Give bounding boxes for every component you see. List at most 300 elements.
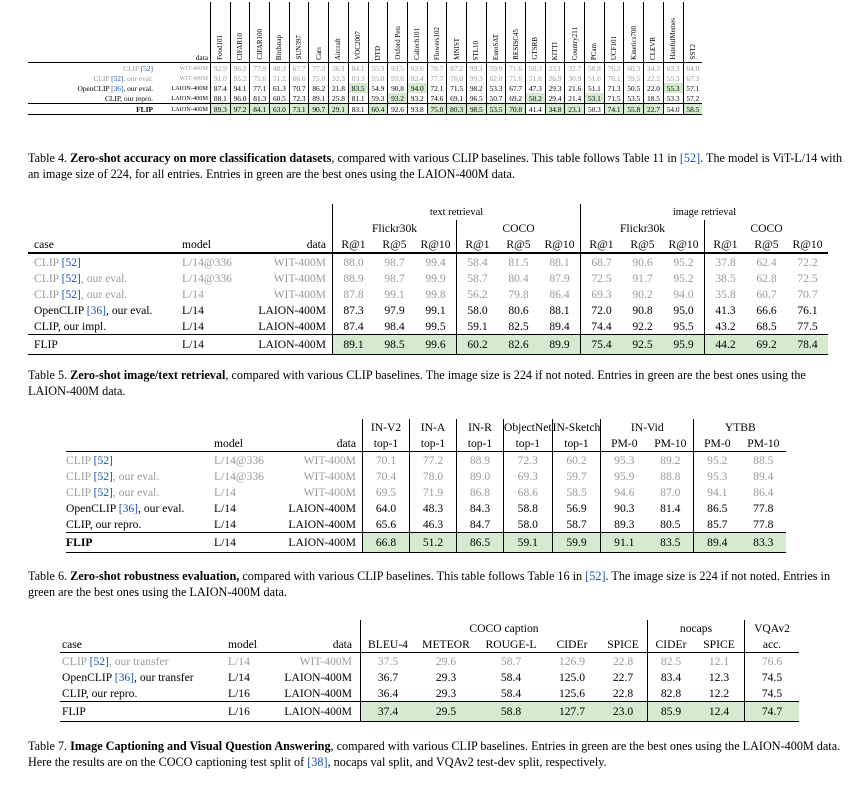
table-cell: 22.0 — [644, 83, 664, 93]
table-cell: 59.5 — [624, 73, 644, 83]
t6-metric-header: top-1 — [457, 435, 504, 452]
t7-metric-header: METEOR — [415, 636, 477, 653]
table-cell: 76.1 — [797, 303, 818, 317]
t7-group-coco: COCO caption — [361, 620, 648, 636]
table-cell: 50.3 — [585, 104, 605, 115]
table-cell: 78.0 — [410, 468, 457, 484]
table-cell: 76.1 — [604, 73, 624, 83]
table-row — [60, 653, 799, 670]
table-cell: 55.8 — [624, 104, 644, 115]
row-case: CLIP [52], our eval. — [34, 271, 128, 285]
row-model: L/14 — [214, 533, 284, 553]
table-cell: 95.9 — [601, 468, 648, 484]
table-cell: 37.5 — [361, 653, 416, 670]
table-cell: 51.1 — [585, 83, 605, 93]
table-5-caption: Table 5. Zero-shot image/text retrieval, compared with various CLIP baselines. The image size is 224 if not noted. Entries in green are the best ones using the LAION-400M data. — [28, 368, 806, 398]
table-cell: 71.5 — [604, 93, 624, 104]
table-cell: 57.2 — [683, 93, 702, 104]
table-cell: 82.6 — [498, 335, 539, 355]
table-row — [28, 63, 702, 74]
t6-metric-header: top-1 — [504, 435, 553, 452]
table-cell: 72.2 — [797, 255, 818, 269]
table-cell: 89.4 — [549, 319, 570, 333]
citation-link[interactable]: [38] — [307, 755, 328, 769]
t4-col-label: Caltech101 — [413, 28, 422, 60]
table-cell: 97.2 — [230, 104, 250, 115]
table-cell: 98.7 — [384, 271, 405, 285]
table-cell: 72.0 — [581, 302, 623, 318]
table-cell: 90.7 — [309, 104, 329, 115]
t4-col-label: DTD — [373, 45, 382, 60]
table-cell: 91.1 — [601, 533, 648, 553]
table-cell: 87.3 — [333, 302, 375, 318]
table-cell: 29.4 — [545, 93, 565, 104]
t4-col-label: CIFAR100 — [255, 29, 264, 60]
table-cell: 96.5 — [466, 93, 486, 104]
table-cell: 69.5 — [363, 484, 410, 500]
table-cell: 83.4 — [648, 669, 695, 685]
table-cell: 29.1 — [329, 104, 349, 115]
row-model: L/14@336 — [182, 271, 232, 285]
t5-metric-header: R@10 — [415, 236, 457, 253]
table-cell: 74.5 — [745, 669, 800, 685]
table-cell: 75.6 — [250, 73, 270, 83]
table-cell: 70.1 — [363, 452, 410, 469]
t6-dataset-header: IN-Sketch — [552, 420, 601, 434]
row-model: L/14 — [182, 335, 250, 355]
table-cell: 75.4 — [581, 335, 623, 355]
t4-col-header — [486, 2, 506, 63]
row-model: L/14 — [214, 501, 236, 515]
citation-link[interactable]: [52] — [61, 271, 81, 285]
table-cell: 48.3 — [270, 63, 290, 74]
row-data: LAION-400M — [250, 335, 333, 355]
table-cell: 61.3 — [270, 83, 290, 93]
row-data: LAION-400M — [156, 104, 211, 115]
row-data: LAION-400M — [288, 501, 356, 515]
t5-group-image: image retrieval — [581, 204, 829, 220]
table-cell: 50.7 — [486, 93, 506, 104]
t5-group-text: text retrieval — [333, 204, 581, 220]
table-cell: 80.4 — [508, 271, 529, 285]
table-4 — [28, 2, 702, 115]
t4-col-header — [526, 2, 546, 63]
row-data: LAION-400M — [284, 686, 352, 700]
citation-link[interactable]: [52] — [140, 63, 153, 73]
table-cell: 72.1 — [427, 83, 447, 93]
row-case: CLIP, our repro. — [66, 517, 142, 531]
table-cell: 93.2 — [407, 93, 427, 104]
t4-col-label: STL10 — [472, 40, 481, 60]
t4-col-header — [585, 2, 605, 63]
table-cell: 71.6 — [506, 63, 526, 74]
citation-link[interactable]: [52] — [93, 469, 113, 483]
t4-col-header — [407, 2, 427, 63]
t4-col-header — [604, 2, 624, 63]
table-cell: 30.9 — [565, 73, 585, 83]
table-cell: 34.8 — [545, 104, 565, 115]
t6-metric-header: PM-10 — [647, 435, 694, 452]
t6-dataset-header: ObjectNet — [504, 420, 552, 434]
t7-metric-header: ROUGE-L — [477, 636, 545, 653]
table-cell: 77.2 — [410, 452, 457, 469]
table-cell: 55.3 — [663, 83, 683, 93]
t4-col-label: UCF101 — [610, 35, 619, 60]
table-cell: 92.9 — [211, 63, 231, 74]
table-cell: 83.1 — [348, 104, 368, 115]
table-cell: 99.3 — [466, 63, 486, 74]
table-cell: 91.0 — [211, 73, 231, 83]
table-cell: 89.4 — [753, 469, 774, 483]
table-6 — [66, 419, 786, 553]
table-4-caption: Table 4. Zero-shot accuracy on more classification datasets, compared with various CLIP baselines. This table follows Table 11 in [52]. The model is ViT-L/14 with an image size of 224, for all entries. Entries in green are the best ones using the LAION-400M data. — [28, 151, 843, 181]
table-row — [60, 702, 799, 722]
table-cell: 58.4 — [500, 686, 522, 700]
table-cell: 69.3 — [581, 286, 623, 302]
table-row — [28, 286, 828, 302]
table-cell: 55.3 — [368, 63, 388, 74]
table-cell: 95.5 — [673, 319, 694, 333]
table-cell: 97.9 — [384, 303, 405, 317]
row-data: LAION-400M — [171, 94, 208, 102]
table-row — [28, 83, 702, 93]
t6-dataset-header: IN-V2 — [363, 419, 410, 435]
row-model: L/14 — [182, 303, 204, 317]
table-cell: 70.8 — [506, 104, 526, 115]
table-cell: 99.6 — [415, 335, 457, 355]
table-cell: 85.7 — [694, 516, 741, 533]
table-row — [28, 73, 702, 83]
citation-link[interactable]: [52] — [89, 654, 109, 668]
t4-col-header — [368, 2, 388, 63]
table-cell: 86.5 — [457, 533, 504, 553]
t7-col-case: case — [60, 636, 228, 653]
table-cell: 99.5 — [425, 319, 446, 333]
t4-col-header — [388, 2, 408, 63]
row-data: WIT-400M — [303, 453, 356, 467]
table-cell: 53.3 — [663, 93, 683, 104]
table-cell: 68.7 — [581, 253, 623, 270]
table-cell: 81.1 — [348, 93, 368, 104]
table-cell: 89.3 — [601, 516, 648, 533]
table-cell: 51.2 — [270, 73, 290, 83]
citation-link[interactable]: [52] — [111, 73, 124, 83]
table-cell: 77.1 — [250, 83, 270, 93]
table-cell: 38.5 — [705, 270, 747, 286]
row-data: LAION-400M — [284, 670, 352, 684]
table-cell: 71.5 — [447, 83, 467, 93]
table-cell: 29.6 — [435, 654, 457, 668]
table-cell: 22.7 — [644, 104, 664, 115]
t7-group-nocaps: nocaps — [648, 620, 745, 636]
table-cell: 80.3 — [447, 104, 467, 115]
table-6-caption: Table 6. Zero-shot robustness evaluation, compared with various CLIP baselines. This table follows Table 16 in [52]. The image size is 224 if not noted. Entries in green are the best ones using the LAION-400M data. — [28, 569, 831, 599]
t5-metric-header: R@5 — [498, 236, 539, 253]
table-cell: 72.3 — [289, 93, 309, 104]
t4-col-header — [211, 2, 231, 63]
table-cell: 55.3 — [663, 73, 683, 83]
citation-link[interactable]: [52] — [93, 485, 113, 499]
table-cell: 80.5 — [660, 517, 681, 531]
table-cell: 73.1 — [289, 104, 309, 115]
table-row — [28, 318, 828, 335]
row-data: LAION-400M — [276, 702, 361, 722]
citation-link[interactable]: [36] — [111, 83, 124, 93]
table-cell: 70.7 — [289, 83, 309, 93]
table-cell: 85.9 — [648, 702, 695, 722]
row-model: L/14@336 — [182, 255, 232, 269]
table-cell: 12.4 — [694, 702, 745, 722]
table-cell: 88.1 — [211, 93, 231, 104]
t7-metric-header: BLEU-4 — [361, 636, 416, 653]
citation-link[interactable]: [52] — [585, 569, 606, 583]
table-cell: 87.0 — [660, 485, 681, 499]
t5-metric-header: R@5 — [746, 236, 787, 253]
t7-col-model: model — [228, 636, 276, 653]
table-cell: 60.2 — [552, 452, 601, 469]
row-case: CLIP [52], our eval. — [93, 73, 153, 83]
table-cell: 62.4 — [756, 255, 777, 269]
table-cell: 79.8 — [508, 287, 529, 301]
table-cell: 88.1 — [549, 255, 570, 269]
table-cell: 47.3 — [526, 83, 546, 93]
t7-metric-header: CIDEr — [545, 636, 599, 653]
table-cell: 69.1 — [447, 93, 467, 104]
table-cell: 46.3 — [410, 516, 457, 533]
table-row — [66, 468, 786, 484]
table-cell: 66.6 — [756, 303, 777, 317]
citation-link[interactable]: [52] — [93, 453, 113, 467]
table-cell: 58.8 — [504, 500, 553, 516]
citation-link[interactable]: [36] — [86, 303, 107, 317]
table-cell: 67.7 — [289, 63, 309, 74]
t5-metric-header: R@10 — [663, 236, 705, 253]
table-cell: 84.7 — [457, 516, 504, 533]
t5-metric-header: R@1 — [705, 236, 747, 253]
table-cell: 80.6 — [508, 303, 529, 317]
t5-metric-header: R@5 — [374, 236, 415, 253]
row-case: CLIP [52], our eval. — [66, 485, 160, 499]
t4-col-label: Birdsnap — [275, 34, 284, 60]
row-case: OpenCLIP [36], our transfer — [62, 670, 194, 684]
table-cell: 84.3 — [457, 500, 504, 516]
row-data: LAION-400M — [258, 303, 326, 317]
row-case: CLIP, our impl. — [34, 319, 107, 333]
t6-metric-header: PM-0 — [601, 435, 648, 452]
table-cell: 87.2 — [447, 63, 467, 74]
table-cell: 59.3 — [368, 93, 388, 104]
table-cell: 86.5 — [694, 500, 741, 516]
row-case: FLIP — [28, 335, 182, 355]
table-cell: 58.8 — [477, 702, 545, 722]
table-cell: 58.4 — [457, 253, 499, 270]
t4-col-header — [565, 2, 585, 63]
t4-col-label: RESISC45 — [511, 29, 520, 60]
table-cell: 72.5 — [797, 271, 818, 285]
table-cell: 75.0 — [309, 73, 329, 83]
table-cell: 87.9 — [549, 271, 570, 285]
row-case: OpenCLIP [36], our eval. — [77, 83, 153, 93]
table-cell: 70.4 — [363, 468, 410, 484]
t6-dataset-header: IN-A — [410, 419, 457, 435]
t6-metric-header: top-1 — [552, 435, 601, 452]
t7-metric-header: CIDEr — [648, 636, 695, 653]
row-data: WIT-400M — [179, 64, 208, 72]
table-cell: 59.1 — [457, 318, 499, 335]
citation-link[interactable]: [52] — [61, 255, 81, 269]
row-data: WIT-400M — [273, 287, 326, 301]
table-cell: 95.3 — [601, 452, 648, 469]
table-row — [66, 484, 786, 500]
table-cell: 53.5 — [486, 104, 506, 115]
table-cell: 71.6 — [506, 73, 526, 83]
table-cell: 70.7 — [797, 287, 818, 301]
citation-link[interactable]: [52] — [61, 287, 81, 301]
row-case: FLIP — [28, 104, 156, 115]
table-cell: 90.2 — [632, 287, 653, 301]
t4-col-header — [545, 2, 565, 63]
table-cell: 54.9 — [368, 83, 388, 93]
table-cell: 68.5 — [756, 319, 777, 333]
row-case: FLIP — [60, 702, 228, 722]
table-cell: 87.8 — [333, 286, 375, 302]
table-cell: 83.3 — [348, 73, 368, 83]
t6-dataset-header: IN-R — [457, 419, 504, 435]
t6-metric-header: top-1 — [410, 435, 457, 452]
table-cell: 87.4 — [333, 318, 375, 335]
table-cell: 71.9 — [410, 484, 457, 500]
table-row — [60, 685, 799, 702]
table-cell: 96.0 — [230, 93, 250, 104]
table-cell: 95.9 — [663, 335, 705, 355]
row-case: CLIP [52] — [123, 63, 153, 73]
table-cell: 99.3 — [466, 73, 486, 83]
t4-col-label: HatefulMemes — [669, 18, 678, 60]
table-row — [28, 253, 828, 270]
table-cell: 92.4 — [407, 73, 427, 83]
table-cell: 12.3 — [708, 670, 730, 684]
table-cell: 35.8 — [705, 286, 747, 302]
table-cell: 37.4 — [361, 702, 416, 722]
table-cell: 72.5 — [581, 270, 623, 286]
table-cell: 95.2 — [673, 255, 694, 269]
t4-col-label: MNIST — [452, 38, 461, 60]
table-cell: 37.8 — [705, 253, 747, 270]
table-cell: 76.6 — [745, 653, 800, 670]
table-cell: 74.6 — [427, 93, 447, 104]
table-cell: 89.1 — [333, 335, 375, 355]
t4-col-header — [230, 2, 250, 63]
row-model: L/14 — [182, 287, 204, 301]
table-row — [28, 93, 702, 104]
t4-col-header — [644, 2, 664, 63]
table-cell: 92.5 — [622, 335, 663, 355]
t4-col-header — [250, 2, 270, 63]
table-cell: 77.8 — [753, 517, 774, 531]
table-cell: 53.5 — [624, 93, 644, 104]
row-model: L/16 — [228, 686, 250, 700]
table-cell: 72.3 — [504, 452, 553, 469]
t4-col-label: Flowers102 — [432, 26, 441, 60]
table-row — [60, 669, 799, 685]
table-cell: 69.3 — [504, 468, 553, 484]
t7-metric-header: SPICE — [599, 636, 648, 653]
table-cell: 60.3 — [624, 63, 644, 74]
table-cell: 94.0 — [673, 287, 694, 301]
table-cell: 23.0 — [599, 702, 648, 722]
row-model: L/14 — [228, 670, 250, 684]
table-cell: 43.2 — [705, 318, 747, 335]
row-data: LAION-400M — [171, 84, 208, 92]
row-data: WIT-400M — [273, 255, 326, 269]
t4-col-label: Food101 — [216, 35, 225, 60]
table-cell: 53.1 — [585, 93, 605, 104]
table-cell: 125.0 — [558, 670, 586, 684]
row-data: LAION-400M — [288, 517, 356, 531]
table-cell: 88.5 — [753, 453, 774, 467]
table-cell: 75.0 — [427, 104, 447, 115]
table-cell: 62.8 — [756, 271, 777, 285]
row-case: OpenCLIP [36], our eval. — [66, 501, 185, 515]
table-cell: 81.3 — [250, 93, 270, 104]
table-cell: 21.6 — [565, 83, 585, 93]
citation-link[interactable]: [36] — [118, 501, 139, 515]
table-cell: 59.9 — [552, 533, 601, 553]
t5-col-case: case — [28, 236, 182, 253]
row-model: L/14 — [228, 654, 250, 668]
table-cell: 50.3 — [526, 63, 546, 74]
row-data: WIT-400M — [299, 654, 352, 668]
t4-col-label: KITTI — [551, 41, 560, 60]
table-cell: 22.2 — [644, 73, 664, 83]
table-cell: 22.8 — [612, 654, 634, 668]
table-cell: 99.9 — [425, 271, 446, 285]
row-case: OpenCLIP [36], our eval. — [34, 303, 153, 317]
t5-metric-header: R@1 — [457, 236, 499, 253]
citation-link[interactable]: [36] — [114, 670, 135, 684]
table-cell: 93.5 — [388, 63, 408, 74]
t4-col-label: GTSRB — [531, 37, 540, 60]
citation-link[interactable]: [52] — [679, 151, 701, 165]
table-cell: 12.2 — [708, 686, 730, 700]
table-cell: 74.4 — [581, 318, 623, 335]
table-cell: 69.2 — [506, 93, 526, 104]
table-cell: 50.5 — [624, 83, 644, 93]
table-row — [66, 500, 786, 516]
table-cell: 95.2 — [673, 271, 694, 285]
row-case: FLIP — [66, 533, 214, 553]
table-cell: 99.1 — [425, 303, 446, 317]
table-cell: 58.5 — [683, 104, 702, 115]
table-cell: 22.7 — [612, 670, 634, 684]
table-row — [28, 270, 828, 286]
table-cell: 95.2 — [230, 73, 250, 83]
t4-col-label: PCam — [590, 42, 599, 60]
table-cell: 58.7 — [500, 654, 522, 668]
row-model: L/14 — [214, 517, 236, 531]
table-cell: 64.0 — [363, 500, 410, 516]
table-cell: 82.5 — [648, 653, 695, 670]
table-row — [66, 516, 786, 533]
t7-col-data: data — [276, 636, 361, 653]
t4-col-label: CIFAR10 — [236, 32, 245, 60]
row-case: CLIP [52] — [34, 255, 81, 269]
table-cell: 29.3 — [435, 670, 457, 684]
table-cell: 99.8 — [425, 287, 446, 301]
table-cell: 36.1 — [329, 63, 349, 74]
table-cell: 90.3 — [601, 500, 648, 516]
table-cell: 69.2 — [746, 335, 787, 355]
